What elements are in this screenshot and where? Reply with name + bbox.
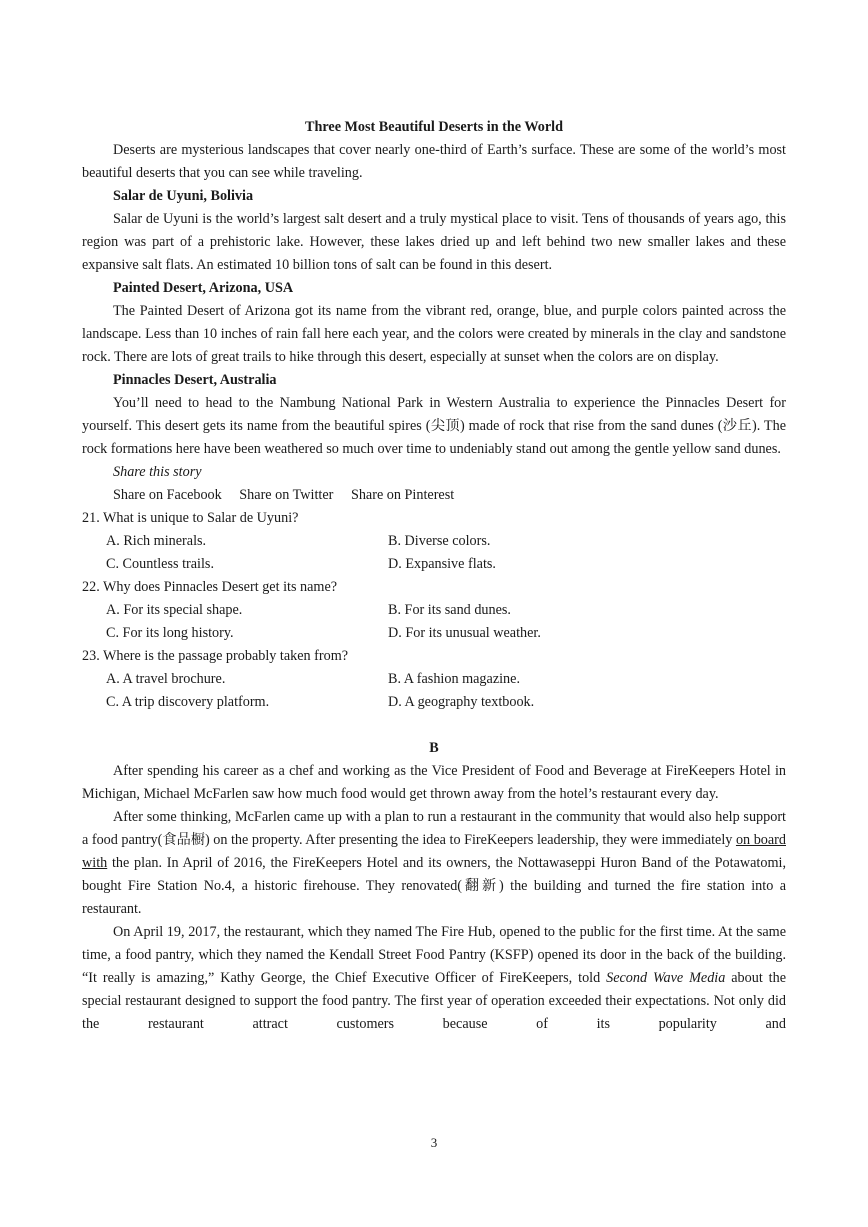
section-heading-pinnacles: Pinnacles Desert, Australia <box>113 372 277 388</box>
article-title: Three Most Beautiful Deserts in the World <box>305 119 563 135</box>
document-page <box>82 116 786 1036</box>
option-22-b: B. For its sand dunes. <box>388 602 511 618</box>
share-facebook-link[interactable]: Share on Facebook <box>113 487 222 503</box>
option-23-a: A. A travel brochure. <box>106 671 226 687</box>
section-b-paragraph-2 <box>82 806 786 921</box>
question-21-options <box>82 530 786 576</box>
option-23-c: C. A trip discovery platform. <box>106 694 270 710</box>
p3-text-after: about the special restaurant designed to support the food pantry. The first year of operation exceeded their expectations. Not only did the restaurant attract customers because of its popularity and <box>82 970 786 1032</box>
section-heading-painted: Painted Desert, Arizona, USA <box>113 280 294 296</box>
question-23-stem: 23. Where is the passage probably taken from? <box>82 648 349 664</box>
intro-paragraph: Deserts are mysterious landscapes that cover nearly one-third of Earth’s surface. These are some of the world’s most beautiful deserts that you can see while traveling. <box>82 142 786 181</box>
question-21-stem: 21. What is unique to Salar de Uyuni? <box>82 510 299 526</box>
share-label: Share this story <box>113 464 202 480</box>
option-23-d: D. A geography textbook. <box>388 694 535 710</box>
section-b-paragraph-3 <box>82 921 786 1036</box>
option-21-b: B. Diverse colors. <box>388 533 491 549</box>
question-22-options <box>82 599 786 645</box>
option-21-c: C. Countless trails. <box>106 556 214 572</box>
question-23-options <box>82 668 786 714</box>
section-text-pinnacles: You’ll need to head to the Nambung National Park in Western Australia to experience the Pinnacles Desert for yourself. This desert gets its name from the beautiful spires (尖顶) made of rock that rise from the sand dunes (沙丘). The rock formations here have been weathered so much over time to undeniably stand out among the gentle yellow sand dunes. <box>82 395 786 457</box>
page-number: 3 <box>430 1135 438 1150</box>
p2-text-after: the plan. In April of 2016, the FireKeepers Hotel and its owners, the Nottawaseppi Huron Band of the Potawatomi, bought Fire Station No.4, a historic firehouse. They renovated(翻新) the building and turned the fire station into a restaurant. <box>82 855 786 917</box>
share-pinterest-link[interactable]: Share on Pinterest <box>350 487 455 503</box>
section-b-label: B <box>429 740 439 756</box>
question-22-stem: 22. Why does Pinnacles Desert get its name? <box>82 579 338 595</box>
option-22-d: D. For its unusual weather. <box>388 625 541 641</box>
share-twitter-link[interactable]: Share on Twitter <box>239 487 334 503</box>
section-b-paragraph-1: After spending his career as a chef and working as the Vice President of Food and Beverage at FireKeepers Hotel in Michigan, Michael McFarlen saw how much food would get thrown away from the hotel’s restaurant every day. <box>82 763 786 802</box>
share-links <box>82 484 786 507</box>
p3-text-before: On April 19, 2017, the restaurant, which they named The Fire Hub, opened to the public for the first time. At the same time, a food pantry, which they named the Kendall Street Food Pantry (KSFP) opened its door in the back of the building. “It really is amazing,” Kathy George, the Chief Executive Officer of FireKeepers, told <box>82 924 786 986</box>
option-22-c: C. For its long history. <box>106 625 234 641</box>
underlined-phrase: on board with <box>82 832 786 871</box>
italic-publication-name: Second Wave Media <box>606 970 726 986</box>
section-heading-salar: Salar de Uyuni, Bolivia <box>113 188 254 204</box>
section-text-painted: The Painted Desert of Arizona got its name from the vibrant red, orange, blue, and purple colors painted across the landscape. Less than 10 inches of rain fall here each year, and the colors were created by minerals in the clay and sandstone rock. There are lots of great trails to hike through this desert, especially at sunset when the colors are on display. <box>82 303 786 365</box>
option-22-a: A. For its special shape. <box>106 602 243 618</box>
option-21-a: A. Rich minerals. <box>106 533 207 549</box>
p2-text-before: After some thinking, McFarlen came up with a plan to run a restaurant in the community that would also help support a food pantry(食品橱) on the property. After presenting the idea to FireKeepers leadership, they were immediately <box>82 809 786 848</box>
section-text-salar: Salar de Uyuni is the world’s largest salt desert and a truly mystical place to visit. Tens of thousands of years ago, this region was part of a prehistoric lake. However, these lakes dried up and left behind two new smaller lakes and these expansive salt flats. An estimated 10 billion tons of salt can be found in this desert. <box>82 211 786 273</box>
option-21-d: D. Expansive flats. <box>388 556 496 572</box>
option-23-b: B. A fashion magazine. <box>388 671 520 687</box>
